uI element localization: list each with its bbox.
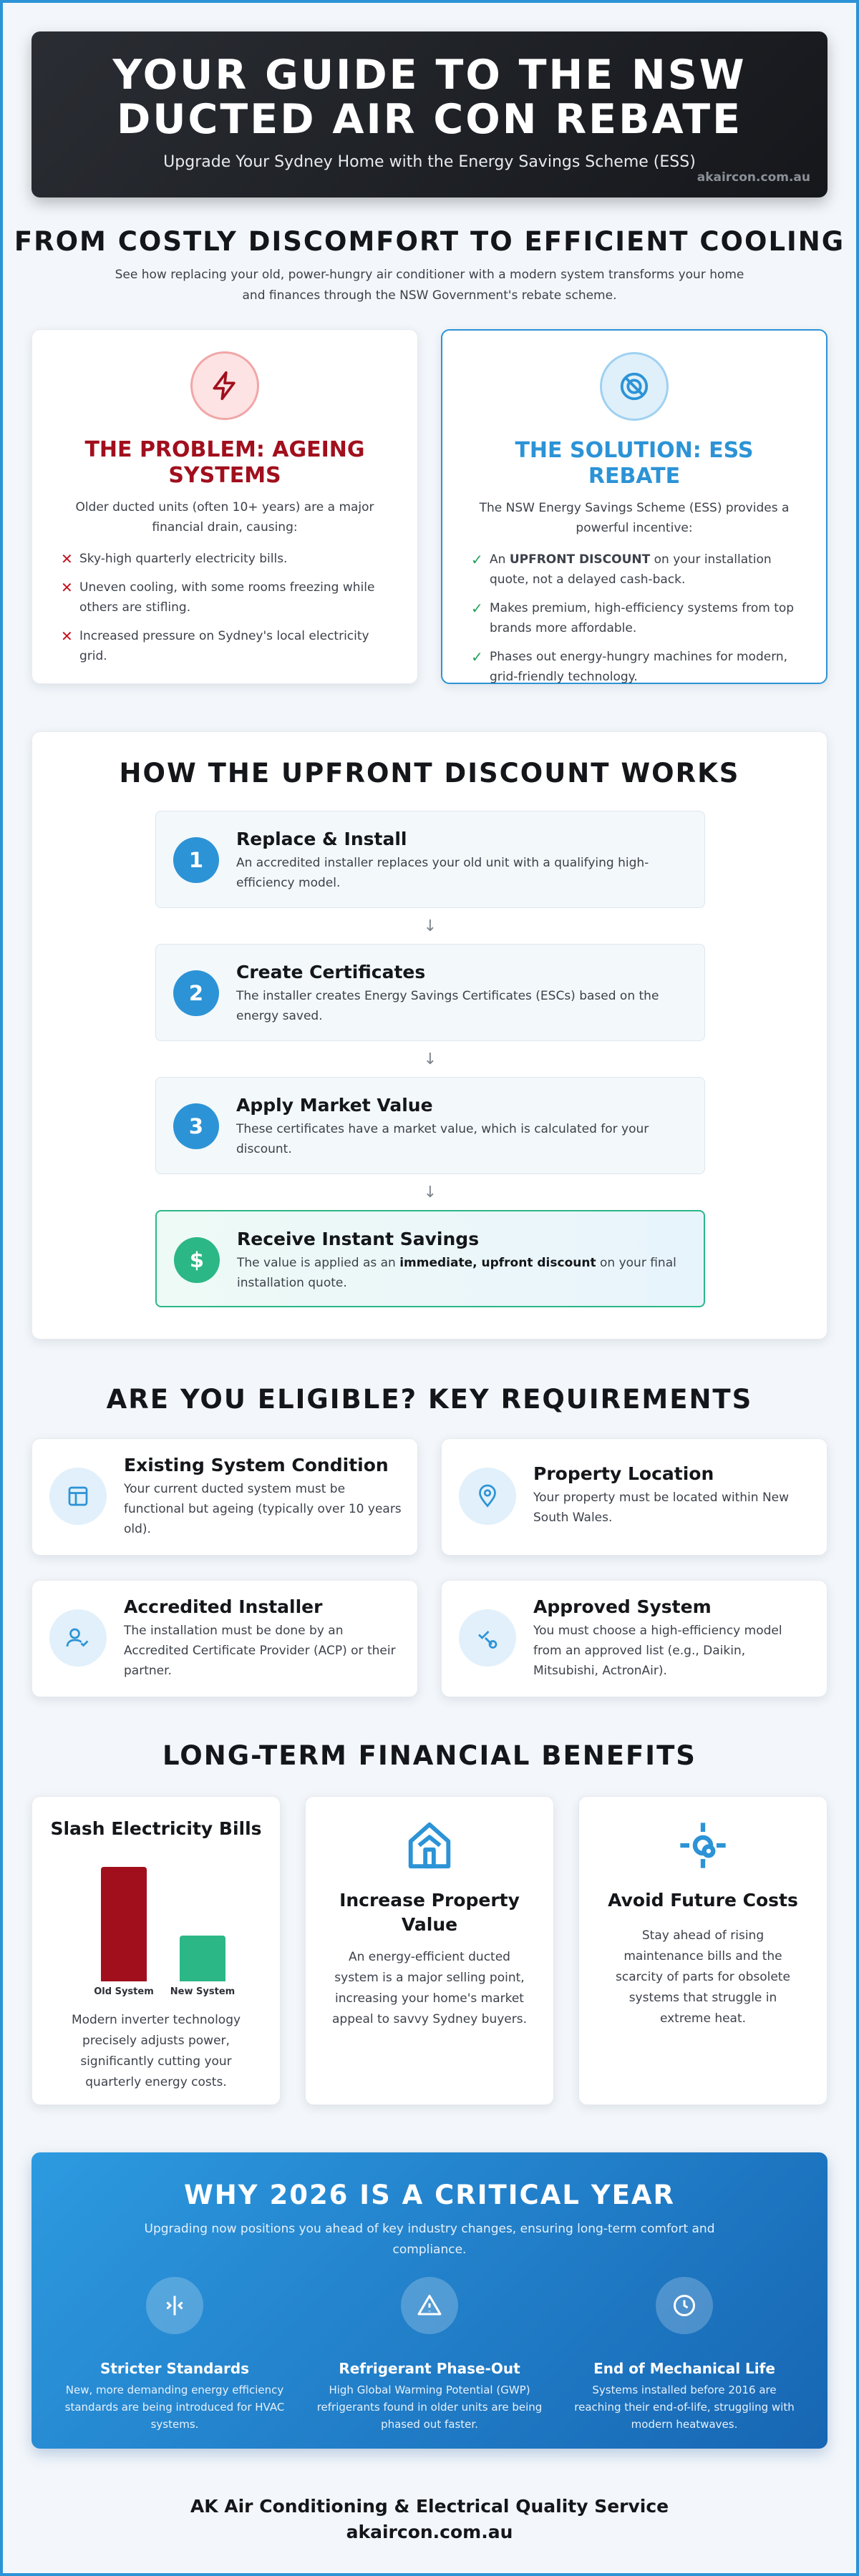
how-it-works-card <box>31 731 828 1340</box>
problem-list <box>61 549 389 666</box>
step-2 <box>155 944 705 1041</box>
bar-label: Old System <box>94 1986 154 1997</box>
solution-list <box>471 550 797 687</box>
location-pin-icon <box>459 1468 516 1525</box>
solution-card <box>441 329 828 684</box>
hero-subtitle: Upgrade Your Sydney Home with the Energy Savings Scheme (ESS) <box>163 153 696 171</box>
financial-card-bills <box>31 1796 281 2105</box>
financial-heading: LONG-TERM FINANCIAL BENEFITS <box>162 1740 697 1771</box>
why-heading: WHY 2026 IS A CRITICAL YEAR <box>184 2180 675 2210</box>
page-title: YOUR GUIDE TO THE NSW DUCTED AIR CON REBATE <box>112 52 747 143</box>
step-title: Receive Instant Savings <box>237 1229 480 1249</box>
footer-site-link[interactable]: akaircon.com.au <box>346 2522 513 2542</box>
rebate-icon <box>600 352 669 421</box>
eligibility-title: Approved System <box>533 1596 712 1617</box>
check-icon: ✓ <box>471 600 483 617</box>
eligibility-card <box>441 1438 828 1556</box>
cross-icon: ✕ <box>61 579 73 596</box>
list-item: ✓ Makes premium, high-efficiency systems from top brands more affordable. <box>471 598 797 638</box>
financial-card-future <box>578 1796 828 2105</box>
bill-comparison-chart <box>77 1858 236 1997</box>
eligibility-card <box>31 1438 418 1556</box>
bar-old-system <box>101 1867 147 1981</box>
check-icon: ✓ <box>471 551 483 568</box>
house-icon <box>306 1818 553 1875</box>
bar-new-system <box>180 1936 225 1981</box>
why-column-title: End of Mechanical Life <box>593 2360 775 2377</box>
step-final <box>155 1210 705 1307</box>
financial-title: Slash Electricity Bills <box>50 1818 262 1839</box>
intro-description: See how replacing your old, power-hungry air conditioner with a modern system transforms your home and finances through the NSW Government's rebate scheme. <box>115 268 744 303</box>
settings-icon <box>579 1818 827 1875</box>
financial-text: Modern inverter technology precisely adjusts power, significantly cutting your quarterly energy costs. <box>71 2013 241 2089</box>
user-check-icon <box>49 1609 107 1667</box>
why-column-title: Refrigerant Phase-Out <box>339 2360 520 2377</box>
layout-icon <box>49 1468 107 1525</box>
financial-text: An energy-efficient ducted system is a major selling point, increasing your home's market appeal to savvy Sydney buyers. <box>331 1950 527 2026</box>
arrow-down-icon: ↓ <box>423 917 437 935</box>
eligibility-title: Accredited Installer <box>124 1596 323 1617</box>
list-item: ✓ An UPFRONT DISCOUNT on your installation quote, not a delayed cash-back. <box>471 550 797 590</box>
why-column-text: High Global Warming Potential (GWP) refrigerants found in older units are being phased out faster. <box>316 2384 543 2431</box>
problem-lead: Older ducted units (often 10+ years) are a major financial drain, causing: <box>75 500 374 535</box>
eligibility-text: Your current ducted system must be functional but ageing (typically over 10 years old). <box>124 1482 402 1536</box>
step-text: The value is applied as an immediate, upfront discount on your final installation quote. <box>237 1256 676 1290</box>
eligibility-text: Your property must be located within New South Wales. <box>533 1491 790 1525</box>
step-3 <box>155 1077 705 1174</box>
eligibility-card <box>441 1580 828 1697</box>
list-item: ✕ Uneven cooling, with some rooms freezing while others are stifling. <box>61 577 389 618</box>
split-icon <box>146 2277 203 2334</box>
step-title: Create Certificates <box>236 962 426 982</box>
cross-icon: ✕ <box>61 550 73 567</box>
financial-card-property <box>305 1796 554 2105</box>
list-item: ✕ Increased pressure on Sydney's local electricity grid. <box>61 626 389 666</box>
financial-text: Stay ahead of rising maintenance bills and the scarcity of parts for obsolete systems that struggle in extreme heat. <box>616 1928 790 2026</box>
why-column-text: New, more demanding energy efficiency standards are being introduced for HVAC systems. <box>64 2384 285 2431</box>
step-title: Replace & Install <box>236 829 407 849</box>
intro-heading: FROM COSTLY DISCOMFORT TO EFFICIENT COOLING <box>14 226 845 257</box>
eligibility-title: Property Location <box>533 1463 714 1484</box>
eligibility-text: The installation must be done by an Accredited Certificate Provider (ACP) or their partner. <box>124 1624 396 1678</box>
problem-card <box>31 329 418 684</box>
step-number: 2 <box>173 970 219 1016</box>
why-description: Upgrading now positions you ahead of key industry changes, ensuring long-term comfort and compliance. <box>144 2222 715 2257</box>
check-icon: ✓ <box>471 648 483 665</box>
step-text: An accredited installer replaces your old unit with a qualifying high-efficiency model. <box>236 856 649 890</box>
hero-site-watermark[interactable]: akaircon.com.au <box>697 170 810 185</box>
hero-banner <box>31 31 828 197</box>
step-number: 1 <box>173 837 219 883</box>
eligibility-card <box>31 1580 418 1697</box>
why-column <box>570 2277 799 2433</box>
arrow-down-icon: ↓ <box>423 1184 437 1201</box>
solution-lead: The NSW Energy Savings Scheme (ESS) provides a powerful incentive: <box>479 501 790 535</box>
arrow-down-icon: ↓ <box>423 1050 437 1068</box>
approved-badge-icon <box>459 1609 516 1667</box>
step-number: 3 <box>173 1103 219 1149</box>
step-text: The installer creates Energy Savings Certificates (ESCs) based on the energy saved. <box>236 989 659 1023</box>
lightning-icon <box>190 351 259 420</box>
problem-title: THE PROBLEM: AGEING SYSTEMS <box>84 437 365 488</box>
step-1 <box>155 811 705 908</box>
financial-title: Increase Property Value <box>339 1890 520 1935</box>
how-heading: HOW THE UPFRONT DISCOUNT WORKS <box>119 758 740 789</box>
why-column <box>60 2277 289 2433</box>
why-column-text: Systems installed before 2016 are reaching their end-of-life, struggling with modern heatwaves. <box>574 2384 795 2431</box>
why-column-title: Stricter Standards <box>100 2360 250 2377</box>
solution-title: THE SOLUTION: ESS REBATE <box>515 438 754 489</box>
warning-icon <box>401 2277 458 2334</box>
cross-icon: ✕ <box>61 628 73 645</box>
step-title: Apply Market Value <box>236 1095 433 1116</box>
dollar-icon: $ <box>174 1237 220 1283</box>
step-text: These certificates have a market value, which is calculated for your discount. <box>236 1122 649 1156</box>
why-column <box>315 2277 544 2433</box>
eligibility-text: You must choose a high-efficiency model from an approved list (e.g., Daikin, Mitsubishi, ActronAir). <box>533 1624 782 1678</box>
footer-company: AK Air Conditioning & Electrical Quality Service <box>190 2496 669 2517</box>
eligibility-heading: ARE YOU ELIGIBLE? KEY REQUIREMENTS <box>106 1384 753 1415</box>
eligibility-title: Existing System Condition <box>124 1455 389 1475</box>
critical-year-section <box>31 2152 828 2449</box>
financial-title: Avoid Future Costs <box>608 1890 798 1911</box>
list-item: ✕ Sky-high quarterly electricity bills. <box>61 550 288 567</box>
clock-icon <box>656 2277 713 2334</box>
list-item: ✓ Phases out energy-hungry machines for modern, grid-friendly technology. <box>471 647 797 687</box>
bar-label: New System <box>170 1986 236 1997</box>
